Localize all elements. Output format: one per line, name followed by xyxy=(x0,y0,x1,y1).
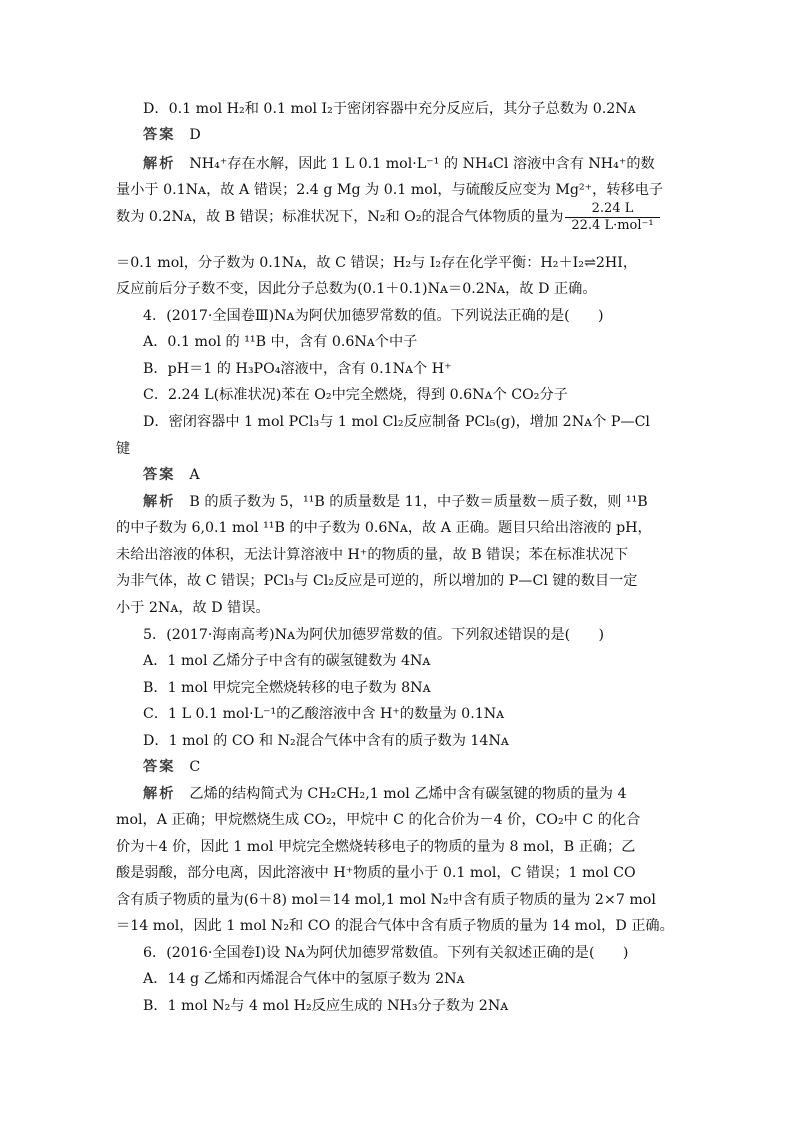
text-line-l34 xyxy=(143,993,713,1019)
line-text: 酸是弱酸，部分电离，因此溶液中 H⁺物质的量小于 0.1 mol，C 错误；1 mol CO xyxy=(116,865,636,881)
text-line-l19 xyxy=(116,595,686,621)
line-text: C．2.24 L(标准状况)苯在 O₂中完全燃烧，得到 0.6Nᴀ个 CO₂分子 xyxy=(143,387,568,403)
text-line-l30 xyxy=(116,887,686,913)
analysis-label: 解析 xyxy=(143,786,176,802)
line-text: 6．(2016·全国卷Ⅰ)设 Nᴀ为阿伏加德罗常数值。下列有关叙述正确的是( ) xyxy=(143,945,629,961)
text-line-l23 xyxy=(143,701,713,727)
answer-label: 答案 xyxy=(143,759,176,775)
text-line-l01 xyxy=(143,96,713,122)
text-line-l10 xyxy=(143,356,713,382)
line-text: 4．(2017·全国卷Ⅲ)Nᴀ为阿伏加德罗常数的值。下列说法正确的是( ) xyxy=(143,308,604,324)
line-text: NH₄⁺存在水解，因此 1 L 0.1 mol·L⁻¹ 的 NH₄Cl 溶液中含有 NH₄⁺的数 xyxy=(189,156,655,172)
text-line-l25 xyxy=(143,754,713,780)
line-text: 键 xyxy=(116,441,131,457)
line-text: B 的质子数为 5，¹¹B 的质量数是 11，中子数＝质量数－质子数，则 ¹¹B xyxy=(189,494,648,510)
line-text: 的中子数为 6,0.1 mol ¹¹B 的中子数为 0.6Nᴀ，故 A 正确。题目只给出溶液的 pH， xyxy=(116,520,652,536)
line-text: C．1 L 0.1 mol·L⁻¹的乙酸溶液中含 H⁺的数量为 0.1Nᴀ xyxy=(143,706,505,722)
line-text: ＝0.1 mol，分子数为 0.1Nᴀ，故 C 错误；H₂与 I₂存在化学平衡：H₂＋I₂⇌2HI， xyxy=(116,255,638,271)
answer-label: 答案 xyxy=(143,127,176,143)
line-text: ＝14 mol，因此 1 mol N₂和 CO 的混合气体中含有质子物质的量为 14 mol，D 正确。 xyxy=(116,918,674,934)
line-text: 量小于 0.1Nᴀ，故 A 错误；2.4 g Mg 为 0.1 mol，与硫酸反应变为 Mg²⁺，转移电子 xyxy=(116,182,664,198)
line-text: D．密闭容器中 1 mol PCl₃与 1 mol Cl₂反应制备 PCl₅(g)，增加 2Nᴀ个 P—Cl xyxy=(143,414,650,430)
line-text: D．1 mol 的 CO 和 N₂混合气体中含有的质子数为 14Nᴀ xyxy=(143,733,509,749)
text-line-l11 xyxy=(143,382,713,408)
line-text: B．1 mol N₂与 4 mol H₂反应生成的 NH₃分子数为 2Nᴀ xyxy=(143,998,509,1014)
analysis-label: 解析 xyxy=(143,156,176,172)
text-line-l12 xyxy=(143,409,713,435)
line-text: 小于 2Nᴀ，故 D 错误。 xyxy=(116,600,270,616)
text-line-l21 xyxy=(143,648,713,674)
text-line-l29 xyxy=(116,860,686,886)
line-text: 价为＋4 价，因此 1 mol 甲烷完全燃烧转移电子的物质的量为 8 mol，B 正确；乙 xyxy=(116,839,636,855)
text-line-l13 xyxy=(116,436,686,462)
line-text: D．0.1 mol H₂和 0.1 mol I₂于密闭容器中充分反应后，其分子总数为 0.2Nᴀ xyxy=(143,101,636,117)
text-line-l05 xyxy=(116,197,686,237)
line-text: 反应前后分子数不变，因此分子总数为(0.1＋0.1)Nᴀ＝0.2Nᴀ，故 D 正确。 xyxy=(116,281,597,297)
line-text: mol，A 正确；甲烷燃烧生成 CO₂，甲烷中 C 的化合价为－4 价，CO₂中 C 的化合 xyxy=(116,812,641,828)
line-text: D xyxy=(189,127,201,143)
line-text: 为非气体，故 C 错误；PCl₃与 Cl₂反应是可逆的，所以增加的 P—Cl 键的数目一定 xyxy=(116,573,638,589)
text-line-l15 xyxy=(143,489,713,515)
line-text: B．1 mol 甲烷完全燃烧转移的电子数为 8Nᴀ xyxy=(143,680,431,696)
line-text: A xyxy=(189,467,200,483)
text-line-l08 xyxy=(143,303,713,329)
line-text: 未给出溶液的体积，无法计算溶液中 H⁺的物质的量，故 B 错误；苯在标准状况下 xyxy=(116,547,629,563)
text-line-l28 xyxy=(116,834,686,860)
line-text: A．14 g 乙烯和丙烯混合气体中的氢原子数为 2Nᴀ xyxy=(143,971,465,987)
line-text: 乙烯的结构简式为 CH₂CH₂,1 mol 乙烯中含有碳氢键的物质的量为 4 xyxy=(189,786,627,802)
line-text: 含有质子物质的量为(6＋8) mol＝14 mol,1 mol N₂中含有质子物质的量为 2×7 mol xyxy=(116,892,656,908)
text-line-l17 xyxy=(116,542,686,568)
text-line-l09 xyxy=(143,329,713,355)
text-line-l18 xyxy=(116,568,686,594)
text-line-l20 xyxy=(143,622,713,648)
answer-label: 答案 xyxy=(143,467,176,483)
line-text: A．1 mol 乙烯分子中含有的碳氢键数为 4Nᴀ xyxy=(143,653,431,669)
line-text: B．pH＝1 的 H₃PO₄溶液中，含有 0.1Nᴀ个 H⁺ xyxy=(143,361,452,377)
text-line-l16 xyxy=(116,515,686,541)
fraction-numerator: 2.24 L xyxy=(565,201,659,218)
fraction-denominator: 22.4 L·mol⁻¹ xyxy=(571,217,654,233)
text-line-l07 xyxy=(116,276,686,302)
analysis-label: 解析 xyxy=(143,494,176,510)
text-line-l27 xyxy=(116,807,686,833)
text-line-l06 xyxy=(116,250,686,276)
line-text: 5．(2017·海南高考)Nᴀ为阿伏加德罗常数的值。下列叙述错误的是( ) xyxy=(143,627,605,643)
text-line-l26 xyxy=(143,781,713,807)
text-line-l14 xyxy=(143,462,713,488)
line-text: C xyxy=(189,759,201,775)
text-line-l33 xyxy=(143,966,713,992)
text-line-l02 xyxy=(143,122,713,148)
text-line-l22 xyxy=(143,675,713,701)
fraction xyxy=(565,201,659,234)
text-line-l24 xyxy=(143,728,713,754)
line-text: 数为 0.2Nᴀ，故 B 错误；标准状况下，N₂和 O₂的混合气体物质的量为 xyxy=(116,209,564,225)
text-line-l31 xyxy=(116,913,686,939)
text-line-l03 xyxy=(143,151,713,177)
line-text: A．0.1 mol 的 ¹¹B 中，含有 0.6Nᴀ个中子 xyxy=(143,334,418,350)
text-line-l32 xyxy=(143,940,713,966)
